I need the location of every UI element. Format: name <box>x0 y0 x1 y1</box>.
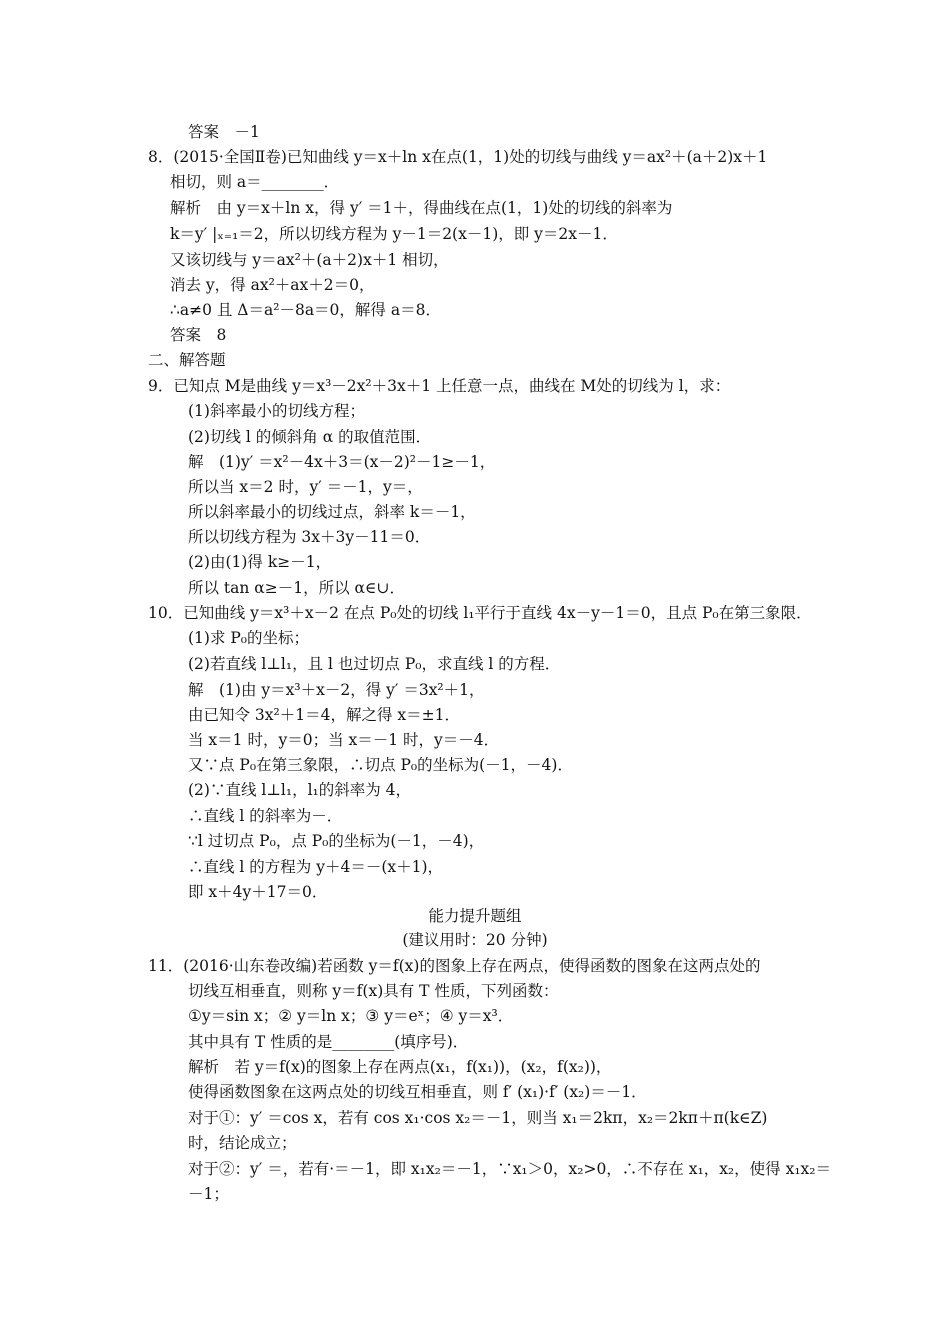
question-10-part1: (1)求 P₀的坐标； <box>188 629 310 647</box>
question-9-part2: (2)切线 l 的倾斜角 α 的取值范围． <box>188 428 432 446</box>
solution-9-line: 所以切线方程为 3x＋3y－11＝0． <box>188 528 431 546</box>
solution-10-line: 由已知令 3x²＋1＝4，解之得 x＝±1． <box>188 706 460 724</box>
solution-10-line: 即 x＋4y＋17＝0． <box>188 883 328 901</box>
answer-7: 答案 －1 <box>188 123 260 141</box>
solution-10-line: ∴直线 l 的方程为 y＋4＝－(x＋1)， <box>188 858 444 876</box>
analysis-8-line: k＝y′ |ₓ₌₁＝2，所以切线方程为 y－1＝2(x－1)，即 y＝2x－1． <box>170 225 618 243</box>
section-heading: 二、解答题 <box>148 351 226 369</box>
solution-10: 解 (1)由 y＝x³＋x－2，得 y′ ＝3x²＋1， <box>188 681 485 699</box>
analysis-8-line: 消去 y，得 ax²＋ax＋2＝0， <box>170 276 375 294</box>
question-10: 10．已知曲线 y＝x³＋x－2 在点 P₀处的切线 l₁平行于直线 4x－y－1＝0，且点 P₀在第三象限． <box>148 604 812 622</box>
solution-10-line: ∵l 过切点 P₀，点 P₀的坐标为(－1，－4)， <box>188 832 485 850</box>
question-11-cont: 其中具有 T 性质的是________(填序号)． <box>188 1033 469 1051</box>
solution-9-line: 所以斜率最小的切线过点，斜率 k＝－1， <box>188 503 476 521</box>
analysis-11-line: 对于②：y′ ＝，若有·＝－1，即 x₁x₂＝－1，∵x₁＞0，x₂>0，∴不存在 x₁，x₂，使得 x₁x₂＝ <box>188 1160 831 1178</box>
solution-9: 解 (1)y′ ＝x²－4x＋3＝(x－2)²－1≥－1， <box>188 453 496 471</box>
question-8-cont: 相切，则 a＝________． <box>170 173 340 191</box>
solution-10-line: 又∵点 P₀在第三象限，∴切点 P₀的坐标为(－1，－4)． <box>188 756 573 774</box>
answer-8: 答案 8 <box>170 326 227 344</box>
group-title: 能力提升题组 <box>428 907 522 925</box>
solution-10-line: (2)∵直线 l⊥l₁，l₁的斜率为 4， <box>188 781 412 799</box>
analysis-8-line: 又该切线与 y＝ax²＋(a＋2)x＋1 相切， <box>170 251 449 269</box>
solution-9-line: 所以 tan α≥－1，所以 α∈∪． <box>188 579 405 597</box>
question-9: 9．已知点 M是曲线 y＝x³－2x²＋3x＋1 上任意一点，曲线在 M处的切线为 l，求： <box>148 377 731 395</box>
solution-10-line: ∴直线 l 的斜率为－． <box>188 807 343 825</box>
analysis-11: 解析 若 y＝f(x)的图象上存在两点(x₁，f(x₁))，(x₂，f(x₂))， <box>188 1058 612 1076</box>
group-time-note: (建议用时：20 分钟) <box>402 931 548 949</box>
question-10-part2: (2)若直线 l⊥l₁，且 l 也过切点 P₀，求直线 l 的方程． <box>188 655 561 673</box>
solution-9-line: (2)由(1)得 k≥－1， <box>188 553 332 571</box>
question-8: 8．(2015·全国Ⅱ卷)已知曲线 y＝x＋ln x在点(1，1)处的切线与曲线 y＝ax²＋(a＋2)x＋1 <box>148 148 768 166</box>
analysis-11-line: 时，结论成立； <box>188 1134 297 1152</box>
analysis-11-line: －1； <box>188 1185 229 1203</box>
analysis-8-line: ∴a≠0 且 Δ＝a²－8a＝0，解得 a＝8． <box>170 301 441 319</box>
analysis-11-line: 使得函数图象在这两点处的切线互相垂直，则 f′ (x₁)·f′ (x₂)＝－1． <box>188 1083 647 1101</box>
question-11: 11．(2016·山东卷改编)若函数 y＝f(x)的图象上存在两点，使得函数的图象在这两点处的 <box>148 957 761 975</box>
analysis-8: 解析 由 y＝x＋ln x，得 y′ ＝1＋，得曲线在点(1，1)处的切线的斜率为 <box>170 199 673 217</box>
question-11-cont: 切线互相垂直，则称 y＝f(x)具有 T 性质，下列函数： <box>188 982 559 1000</box>
solution-10-line: 当 x＝1 时，y＝0；当 x＝－1 时，y＝－4． <box>188 731 500 749</box>
question-11-options: ①y＝sin x；② y＝ln x；③ y＝eˣ；④ y＝x³． <box>188 1007 514 1025</box>
analysis-11-line: 对于①：y′ ＝cos x，若有 cos x₁·cos x₂＝－1，则当 x₁＝2kπ，x₂＝2kπ＋π(k∈Z) <box>188 1109 768 1127</box>
solution-9-line: 所以当 x＝2 时，y′ ＝－1，y＝， <box>188 478 423 496</box>
question-9-part1: (1)斜率最小的切线方程； <box>188 402 365 420</box>
